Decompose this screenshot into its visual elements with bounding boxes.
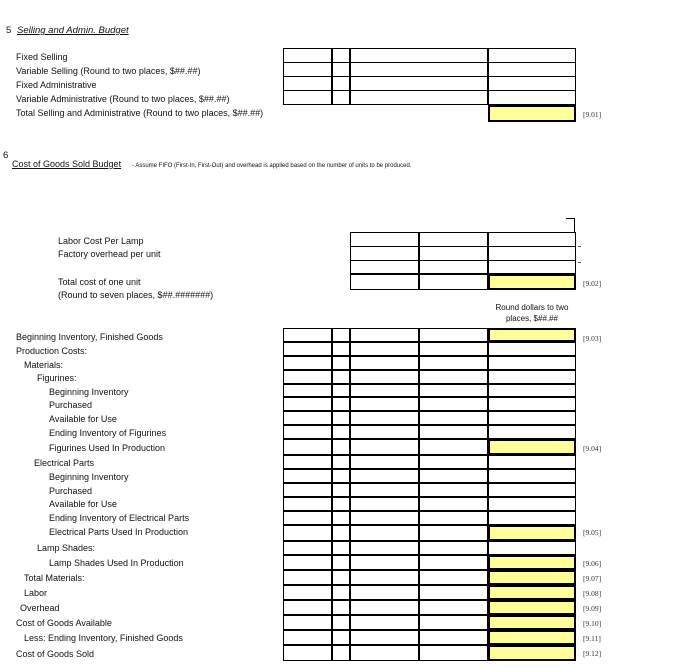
row-label: Materials: — [24, 360, 64, 370]
input-cell[interactable] — [488, 511, 576, 525]
input-cell[interactable] — [283, 342, 332, 356]
input-cell[interactable] — [332, 483, 350, 497]
input-cell[interactable] — [488, 469, 576, 483]
row-label: Cost of Goods Available — [16, 618, 112, 628]
ref-label: [9.02] — [583, 279, 602, 288]
input-cell[interactable] — [419, 600, 488, 615]
input-cell[interactable] — [283, 469, 332, 483]
input-cell[interactable] — [488, 541, 576, 555]
input-cell[interactable] — [283, 555, 332, 570]
input-cell[interactable] — [488, 455, 576, 469]
input-cell[interactable] — [283, 411, 332, 425]
input-cell[interactable] — [488, 370, 576, 384]
input-cell[interactable] — [350, 397, 419, 411]
input-cell[interactable] — [488, 425, 576, 439]
input-cell[interactable] — [350, 483, 419, 497]
input-cell[interactable] — [350, 511, 419, 525]
input-cell[interactable] — [332, 342, 350, 356]
input-cell[interactable] — [350, 615, 419, 630]
row-label: Variable Selling (Round to two places, $##.##) — [16, 66, 201, 76]
input-cell[interactable] — [283, 370, 332, 384]
input-cell[interactable] — [419, 645, 488, 661]
row-label: Labor Cost Per Lamp — [58, 236, 144, 246]
input-cell[interactable] — [419, 425, 488, 439]
answer-cell-unit-cost[interactable] — [488, 274, 576, 290]
answer-cell[interactable] — [488, 585, 576, 600]
input-cell[interactable] — [350, 411, 419, 425]
input-cell[interactable] — [350, 425, 419, 439]
input-cell[interactable] — [419, 411, 488, 425]
input-cell[interactable] — [350, 455, 419, 469]
input-cell[interactable] — [283, 645, 332, 661]
row-label: Beginning Inventory, Finished Goods — [16, 332, 163, 342]
row-label: Total Selling and Administrative (Round to two places, $##.##) — [16, 108, 264, 118]
input-cell[interactable] — [332, 541, 350, 555]
input-cell[interactable] — [350, 356, 419, 370]
input-cell[interactable] — [350, 497, 419, 511]
input-cell[interactable] — [419, 370, 488, 384]
ref-label: [9.08] — [583, 589, 602, 598]
input-cell[interactable] — [419, 356, 488, 370]
input-cell[interactable] — [283, 585, 332, 600]
ref-label: [9.09] — [583, 604, 602, 613]
input-cell[interactable] — [488, 356, 576, 370]
ref-label: [9.01] — [583, 110, 602, 119]
row-label: Purchased — [49, 400, 93, 410]
input-cell[interactable] — [350, 274, 419, 290]
input-cell[interactable] — [283, 455, 332, 469]
answer-cell[interactable] — [488, 328, 576, 342]
input-cell[interactable] — [332, 370, 350, 384]
input-cell[interactable] — [350, 342, 419, 356]
input-cell[interactable] — [350, 525, 419, 541]
input-cell[interactable] — [419, 455, 488, 469]
answer-cell[interactable] — [488, 600, 576, 615]
ref-label: [9.03] — [583, 334, 602, 343]
row-label: Purchased — [49, 486, 93, 496]
input-cell[interactable] — [419, 497, 488, 511]
input-cell[interactable] — [488, 232, 576, 274]
input-cell[interactable] — [419, 555, 488, 570]
input-cell[interactable] — [419, 397, 488, 411]
input-cell[interactable] — [332, 630, 350, 645]
row-label: Figurines: — [37, 373, 77, 383]
row-label: Beginning Inventory — [49, 387, 129, 397]
input-cell[interactable] — [283, 541, 332, 555]
ref-label: [9.06] — [583, 559, 602, 568]
input-cell[interactable] — [488, 497, 576, 511]
input-cell[interactable] — [350, 370, 419, 384]
input-cell[interactable] — [419, 469, 488, 483]
input-cell[interactable] — [350, 469, 419, 483]
row-label: Overhead — [20, 603, 60, 613]
bracket-mark — [566, 218, 575, 233]
input-cell[interactable] — [283, 328, 332, 342]
input-cell[interactable] — [419, 274, 488, 290]
input-cell[interactable] — [332, 425, 350, 439]
input-cell[interactable] — [350, 384, 419, 397]
input-cell[interactable] — [350, 541, 419, 555]
input-cell[interactable] — [332, 645, 350, 661]
input-cell[interactable] — [283, 600, 332, 615]
row-label: Labor — [24, 588, 48, 598]
input-cell[interactable] — [283, 384, 332, 397]
row-label: Fixed Administrative — [16, 80, 97, 90]
answer-cell[interactable] — [488, 645, 576, 661]
input-cell[interactable] — [283, 439, 332, 455]
input-cell[interactable] — [350, 600, 419, 615]
section5-number: 5 — [6, 25, 12, 36]
input-cell[interactable] — [283, 356, 332, 370]
input-cell[interactable] — [419, 541, 488, 555]
input-cell[interactable] — [419, 342, 488, 356]
input-cell[interactable] — [419, 585, 488, 600]
row-label: Variable Administrative (Round to two places, $##.##) — [16, 94, 230, 104]
row-label: Ending Inventory of Electrical Parts — [49, 513, 190, 523]
input-cell[interactable] — [350, 328, 419, 342]
row-label: Total cost of one unit — [58, 277, 141, 287]
row-label: Beginning Inventory — [49, 472, 129, 482]
input-cell[interactable] — [419, 525, 488, 541]
answer-cell[interactable] — [488, 439, 576, 455]
input-cell[interactable] — [332, 525, 350, 541]
input-cell[interactable] — [283, 525, 332, 541]
input-cell[interactable] — [332, 497, 350, 511]
input-cell[interactable] — [283, 397, 332, 411]
answer-cell[interactable] — [488, 570, 576, 585]
input-cell[interactable] — [419, 570, 488, 585]
row-label: Lamp Shades Used In Production — [49, 558, 184, 568]
ref-label: [9.07] — [583, 574, 602, 583]
input-cell[interactable] — [350, 439, 419, 455]
ref-label: [9.04] — [583, 444, 602, 453]
input-cell[interactable] — [332, 511, 350, 525]
input-cell[interactable] — [419, 483, 488, 497]
input-cell[interactable] — [332, 585, 350, 600]
row-label: Electrical Parts — [34, 458, 95, 468]
input-cell[interactable] — [332, 469, 350, 483]
ref-label: [9.10] — [583, 619, 602, 628]
input-cell[interactable] — [332, 384, 350, 397]
input-cell[interactable] — [332, 570, 350, 585]
input-cell[interactable] — [419, 328, 488, 342]
answer-cell[interactable] — [488, 555, 576, 570]
input-cell[interactable] — [419, 384, 488, 397]
answer-cell-total-selling-admin[interactable] — [488, 105, 576, 122]
ref-label: [9.05] — [583, 528, 602, 537]
row-label: Production Costs: — [16, 346, 88, 356]
input-cell[interactable] — [419, 439, 488, 455]
input-cell[interactable] — [488, 342, 576, 356]
input-cell[interactable] — [332, 615, 350, 630]
answer-cell[interactable] — [488, 525, 576, 541]
input-cell[interactable] — [488, 483, 576, 497]
answer-cell[interactable] — [488, 615, 576, 630]
input-cell[interactable] — [283, 615, 332, 630]
section6-title: Cost of Goods Sold Budget — [12, 159, 122, 169]
row-label: Lamp Shades: — [37, 543, 96, 553]
row-label: (Round to seven places, $##.#######) — [58, 290, 214, 300]
input-cell[interactable] — [419, 232, 488, 274]
row-label: Electrical Parts Used In Production — [49, 527, 189, 537]
row-label: Less: Ending Inventory, Finished Goods — [24, 633, 183, 643]
input-cell[interactable] — [350, 585, 419, 600]
row-label: Fixed Selling — [16, 52, 68, 62]
section5-title: Selling and Admin. Budget — [17, 25, 129, 36]
row-label: Available for Use — [49, 414, 117, 424]
input-cell[interactable] — [283, 497, 332, 511]
input-cell[interactable] — [283, 630, 332, 645]
section6-subtitle: - Assume FIFO (First-In, First-Out) and overhead is applied based on the number of units to be produced. — [132, 163, 412, 169]
input-cell[interactable] — [332, 397, 350, 411]
row-label: Factory overhead per unit — [58, 249, 161, 259]
input-cell[interactable] — [332, 411, 350, 425]
input-cell[interactable] — [332, 328, 350, 342]
input-cell[interactable] — [350, 645, 419, 661]
input-cell[interactable] — [332, 455, 350, 469]
input-cell[interactable] — [488, 411, 576, 425]
input-cell[interactable] — [419, 511, 488, 525]
input-cell[interactable] — [283, 425, 332, 439]
input-cell[interactable] — [419, 630, 488, 645]
input-cell[interactable] — [332, 439, 350, 455]
row-label: Available for Use — [49, 499, 117, 509]
input-cell[interactable] — [488, 397, 576, 411]
answer-cell[interactable] — [488, 630, 576, 645]
row-label: Total Materials: — [24, 573, 85, 583]
input-cell[interactable] — [350, 570, 419, 585]
input-cell[interactable] — [488, 384, 576, 397]
input-cell[interactable] — [350, 630, 419, 645]
input-cell[interactable] — [332, 356, 350, 370]
input-cell[interactable] — [419, 615, 488, 630]
input-cell[interactable] — [332, 555, 350, 570]
input-cell[interactable] — [283, 511, 332, 525]
input-cell[interactable] — [350, 555, 419, 570]
ref-label: [9.11] — [583, 634, 601, 643]
ref-label: [9.12] — [583, 649, 602, 658]
input-cell[interactable] — [350, 232, 419, 274]
round-note: Round dollars to two places, $##.## — [495, 303, 569, 323]
section6-number: 6 — [3, 150, 9, 161]
row-label: Cost of Goods Sold — [16, 649, 95, 659]
row-label: Figurines Used In Production — [49, 443, 166, 453]
input-cell[interactable] — [283, 570, 332, 585]
input-cell[interactable] — [332, 600, 350, 615]
row-label: Ending Inventory of Figurines — [49, 428, 167, 438]
input-cell[interactable] — [283, 483, 332, 497]
